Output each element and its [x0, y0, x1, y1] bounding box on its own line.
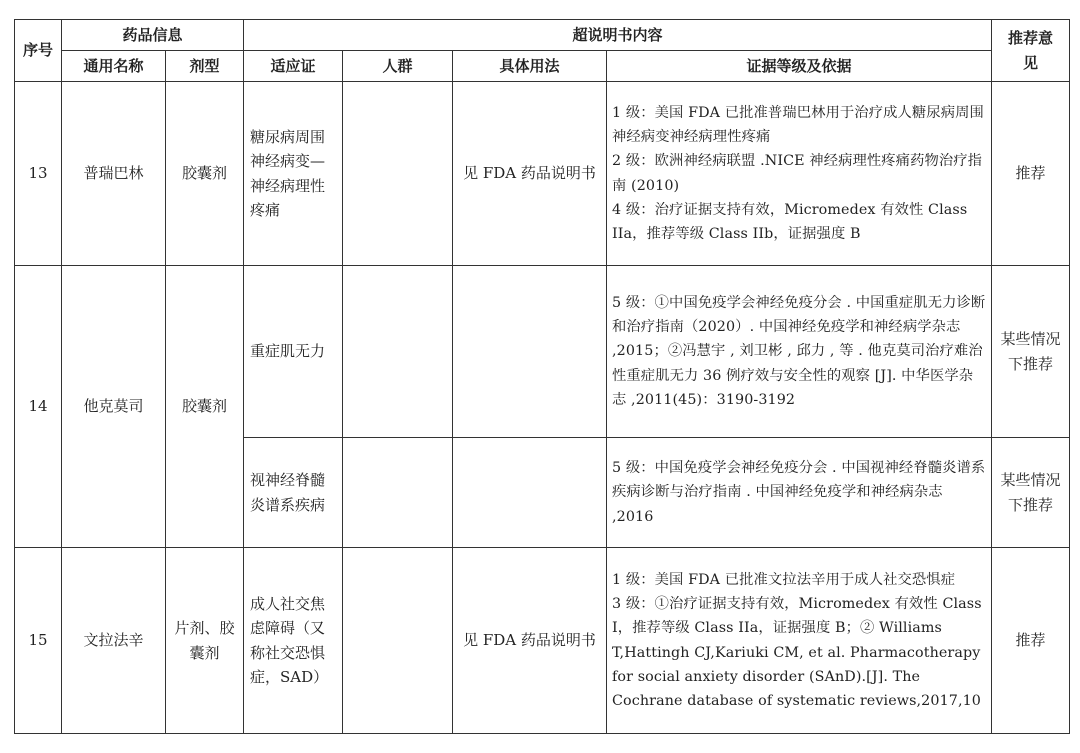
seq-cell: 13 — [15, 82, 62, 266]
evidence-line: 2 级：欧洲神经病联盟 .NICE 神经病理性疼痛药物治疗指南 (2010) — [612, 153, 983, 194]
evidence-line: 3 级：①治疗证据支持有效，Micromedex 有效性 Class I，推荐等级 Class IIa，证据强度 B；② Williams T,Hattingh CJ,Kariuki CM, et al. Pharmacotherapy for social anxiety disorder (SAnD).[J]. The Cochrane database of systematic reviews,2017,10 — [612, 595, 982, 710]
population-cell — [343, 438, 453, 548]
evidence-line: 5 级：①中国免疫学会神经免疫分会 . 中国重症肌无力诊断和治疗指南（2020）. 中国神经免疫学和神经病学杂志 ,2015；②冯慧宇 , 刘卫彬 , 邱力 , 等 . 他克莫司治疗难治性重症肌无力 36 例疗效与安全性的观察 [J]. 中华医学杂志 ,2011(45)：3190-3192 — [612, 294, 986, 408]
header-row-2 — [15, 51, 1070, 82]
table-row — [15, 266, 1070, 438]
table-row — [15, 82, 1070, 266]
indication-cell: 视神经脊髓炎谱系疾病 — [244, 438, 343, 548]
header-row-1 — [15, 20, 1070, 51]
seq-cell: 14 — [15, 266, 62, 548]
header-generic-name: 通用名称 — [62, 51, 166, 82]
evidence-cell — [607, 266, 992, 438]
population-cell — [343, 82, 453, 266]
name-cell: 他克莫司 — [62, 266, 166, 548]
name-cell: 文拉法辛 — [62, 548, 166, 734]
recommend-cell: 某些情况下推荐 — [992, 266, 1070, 438]
form-cell: 片剂、胶囊剂 — [166, 548, 244, 734]
drug-table — [14, 19, 1070, 734]
form-cell: 胶囊剂 — [166, 266, 244, 548]
name-cell: 普瑞巴林 — [62, 82, 166, 266]
evidence-line: 1 级：美国 FDA 已批准文拉法辛用于成人社交恐惧症 — [612, 571, 956, 588]
population-cell — [343, 548, 453, 734]
evidence-cell — [607, 438, 992, 548]
evidence-line: 5 级：中国免疫学会神经免疫分会 . 中国视神经脊髓炎谱系疾病诊断与治疗指南 . 中国神经免疫学和神经病杂志 ,2016 — [612, 460, 986, 525]
header-usage: 具体用法 — [453, 51, 607, 82]
header-drug-info: 药品信息 — [62, 20, 244, 51]
usage-cell — [453, 438, 607, 548]
usage-cell: 见 FDA 药品说明书 — [453, 82, 607, 266]
table-row — [15, 548, 1070, 734]
evidence-line: 4 级：治疗证据支持有效，Micromedex 有效性 Class IIa，推荐等级 Class IIb，证据强度 B — [612, 201, 968, 243]
evidence-cell — [607, 82, 992, 266]
form-cell: 胶囊剂 — [166, 82, 244, 266]
header-indication: 适应证 — [244, 51, 343, 82]
indication-cell: 成人社交焦虑障碍（又称社交恐惧症，SAD） — [244, 548, 343, 734]
recommend-cell: 推荐 — [992, 82, 1070, 266]
header-dosage-form: 剂型 — [166, 51, 244, 82]
header-recommend: 推荐意见 — [992, 20, 1070, 82]
recommend-cell: 某些情况下推荐 — [992, 438, 1070, 548]
header-evidence: 证据等级及依据 — [607, 51, 992, 82]
indication-cell: 重症肌无力 — [244, 266, 343, 438]
seq-cell: 15 — [15, 548, 62, 734]
indication-cell: 糖尿病周围神经病变—神经病理性疼痛 — [244, 82, 343, 266]
recommend-cell: 推荐 — [992, 548, 1070, 734]
population-cell — [343, 266, 453, 438]
usage-cell — [453, 266, 607, 438]
header-seq: 序号 — [15, 20, 62, 82]
header-super-instruction: 超说明书内容 — [244, 20, 992, 51]
header-population: 人群 — [343, 51, 453, 82]
evidence-cell — [607, 548, 992, 734]
evidence-line: 1 级：美国 FDA 已批准普瑞巴林用于治疗成人糖尿病周围神经病变神经病理性疼痛 — [612, 104, 984, 145]
usage-cell: 见 FDA 药品说明书 — [453, 548, 607, 734]
